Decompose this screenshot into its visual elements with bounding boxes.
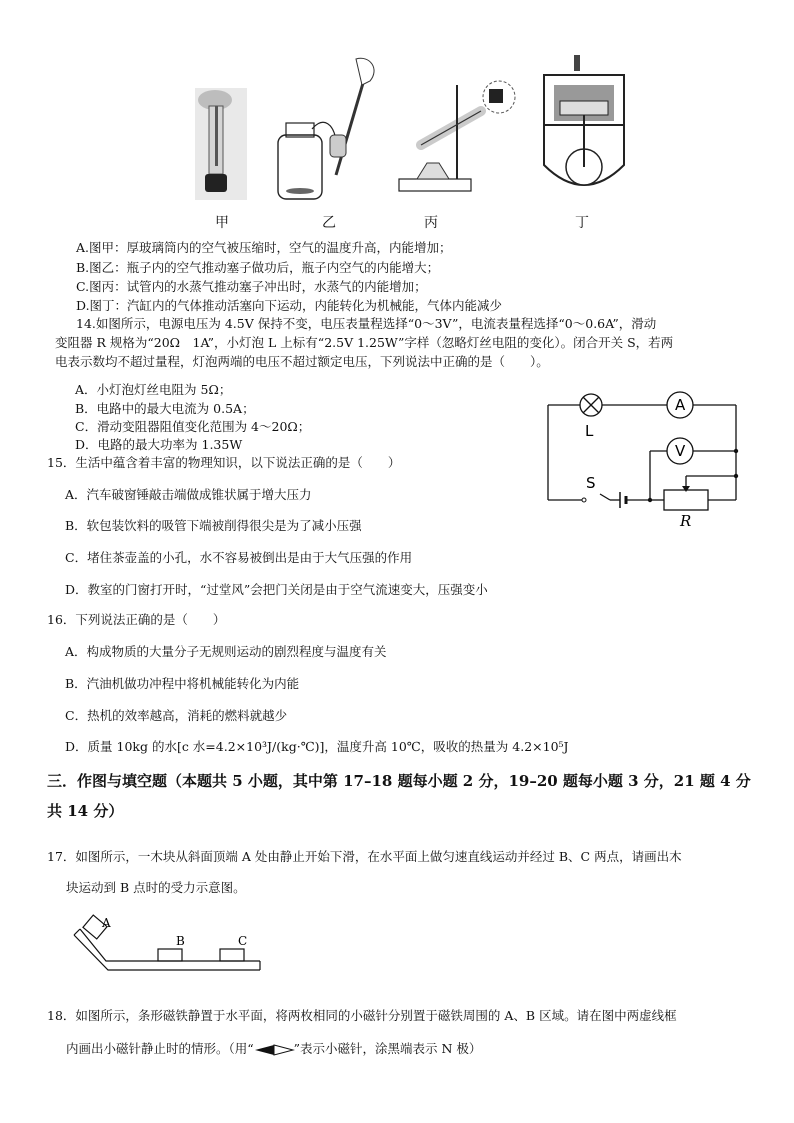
q15-option-c: C．堵住茶壶盖的小孔，水不容易被倒出是由于大气压强的作用 bbox=[65, 550, 413, 565]
q15-option-d: D．教室的门窗打开时，“过堂风”会把门关闭是由于空气流速变大，压强变小 bbox=[65, 582, 488, 597]
q17-stem-line2: 块运动到 B 点时的受力示意图。 bbox=[66, 880, 246, 895]
q13-option-d: D.图丁：汽缸内的气体推动活塞向下运动，内能转化为机械能，气体内能减少 bbox=[76, 298, 503, 313]
q18-stem-line2-prefix: 内画出小磁针静止时的情形。（用“ bbox=[66, 1041, 254, 1056]
q18-stem-line1: 18．如图所示，条形磁铁静置于水平面，将两枚相同的小磁针分别置于磁铁周围的 A、B 区域。请在图中两虚线框 bbox=[47, 1008, 677, 1023]
q14-stem-line2: 变阻器 R 规格为“20Ω 1A”，小灯泡 L 上标有“2.5V 1.25W”字样（忽略灯丝电阻的变化）。闭合开关 S，若两 bbox=[55, 335, 674, 350]
ammeter-label: A bbox=[675, 396, 686, 414]
lamp-label: L bbox=[585, 422, 594, 440]
q14-option-c: C．滑动变阻器阻值变化范围为 4～20Ω； bbox=[75, 419, 311, 434]
q16-option-a: A．构成物质的大量分子无规则运动的剧烈程度与温度有关 bbox=[65, 644, 387, 659]
caption-yi: 乙 bbox=[322, 215, 336, 231]
caption-ding: 丁 bbox=[575, 215, 589, 231]
point-b-label: B bbox=[176, 934, 185, 948]
q14-stem-line1: 14.如图所示，电源电压为 4.5V 保持不变，电压表量程选择“0～3V”，电流表量程选择“0～0.6A”，滑动 bbox=[76, 316, 657, 331]
point-a-label: A bbox=[102, 916, 111, 930]
figure-yi bbox=[272, 55, 387, 205]
q15-stem: 15．生活中蕴含着丰富的物理知识，以下说法正确的是（ ） bbox=[47, 455, 401, 470]
switch-label: S bbox=[586, 474, 596, 492]
voltmeter-label: V bbox=[675, 442, 686, 460]
q14-option-d: D．电路的最大功率为 1.35W bbox=[75, 437, 243, 452]
figure-jia bbox=[195, 88, 247, 200]
q14-stem-line3: 电表示数均不超过量程，灯泡两端的电压不超过额定电压，下列说法中正确的是（ ）。 bbox=[55, 354, 549, 369]
q16-option-d: D．质量 10kg 的水[c 水=4.2×10³J/(kg·℃)]，温度升高 10℃，吸收的热量为 4.2×10⁵J bbox=[65, 739, 569, 754]
figure-bing bbox=[395, 75, 525, 195]
circuit-diagram bbox=[540, 390, 750, 530]
section3-header-line1: 三．作图与填空题（本题共 5 小题，其中第 17–18 题每小题 2 分，19–20 题每小题 3 分，21 题 4 分 bbox=[47, 772, 751, 790]
q13-option-b: B.图乙：瓶子内的空气推动塞子做功后，瓶子内空气的内能增大； bbox=[76, 260, 440, 275]
caption-bing: 丙 bbox=[424, 215, 438, 231]
point-c-label: C bbox=[238, 934, 248, 948]
q17-stem-line1: 17．如图所示，一木块从斜面顶端 A 处由静止开始下滑，在水平面上做匀速直线运动并经过 B、C 两点，请画出木 bbox=[47, 849, 682, 864]
compass-needle-icon bbox=[254, 1044, 294, 1056]
incline-diagram bbox=[70, 915, 270, 985]
caption-jia: 甲 bbox=[215, 215, 229, 231]
q14-option-a: A．小灯泡灯丝电阻为 5Ω； bbox=[75, 382, 232, 397]
q15-option-a: A．汽车破窗锤敲击端做成锥状属于增大压力 bbox=[65, 487, 312, 502]
q15-option-b: B．软包装饮料的吸管下端被削得很尖是为了减小压强 bbox=[65, 518, 362, 533]
q18-stem-line2 bbox=[66, 1041, 481, 1057]
section3-header-line2: 共 14 分） bbox=[47, 802, 124, 820]
q16-stem: 16．下列说法正确的是（ ） bbox=[47, 612, 226, 627]
q16-option-c: C．热机的效率越高，消耗的燃料就越少 bbox=[65, 708, 288, 723]
q14-option-b: B．电路中的最大电流为 0.5A； bbox=[75, 401, 255, 416]
q13-option-a: A.图甲：厚玻璃筒内的空气被压缩时，空气的温度升高，内能增加； bbox=[76, 240, 452, 255]
q16-option-b: B．汽油机做功冲程中将机械能转化为内能 bbox=[65, 676, 300, 691]
q18-stem-line2-suffix: ”表示小磁针，涂黑端表示 N 极） bbox=[293, 1041, 482, 1056]
q13-option-c: C.图丙：试管内的水蒸气推动塞子冲出时，水蒸气的内能增加； bbox=[76, 279, 427, 294]
rheostat-label: R bbox=[680, 512, 692, 530]
figure-ding bbox=[538, 55, 630, 205]
